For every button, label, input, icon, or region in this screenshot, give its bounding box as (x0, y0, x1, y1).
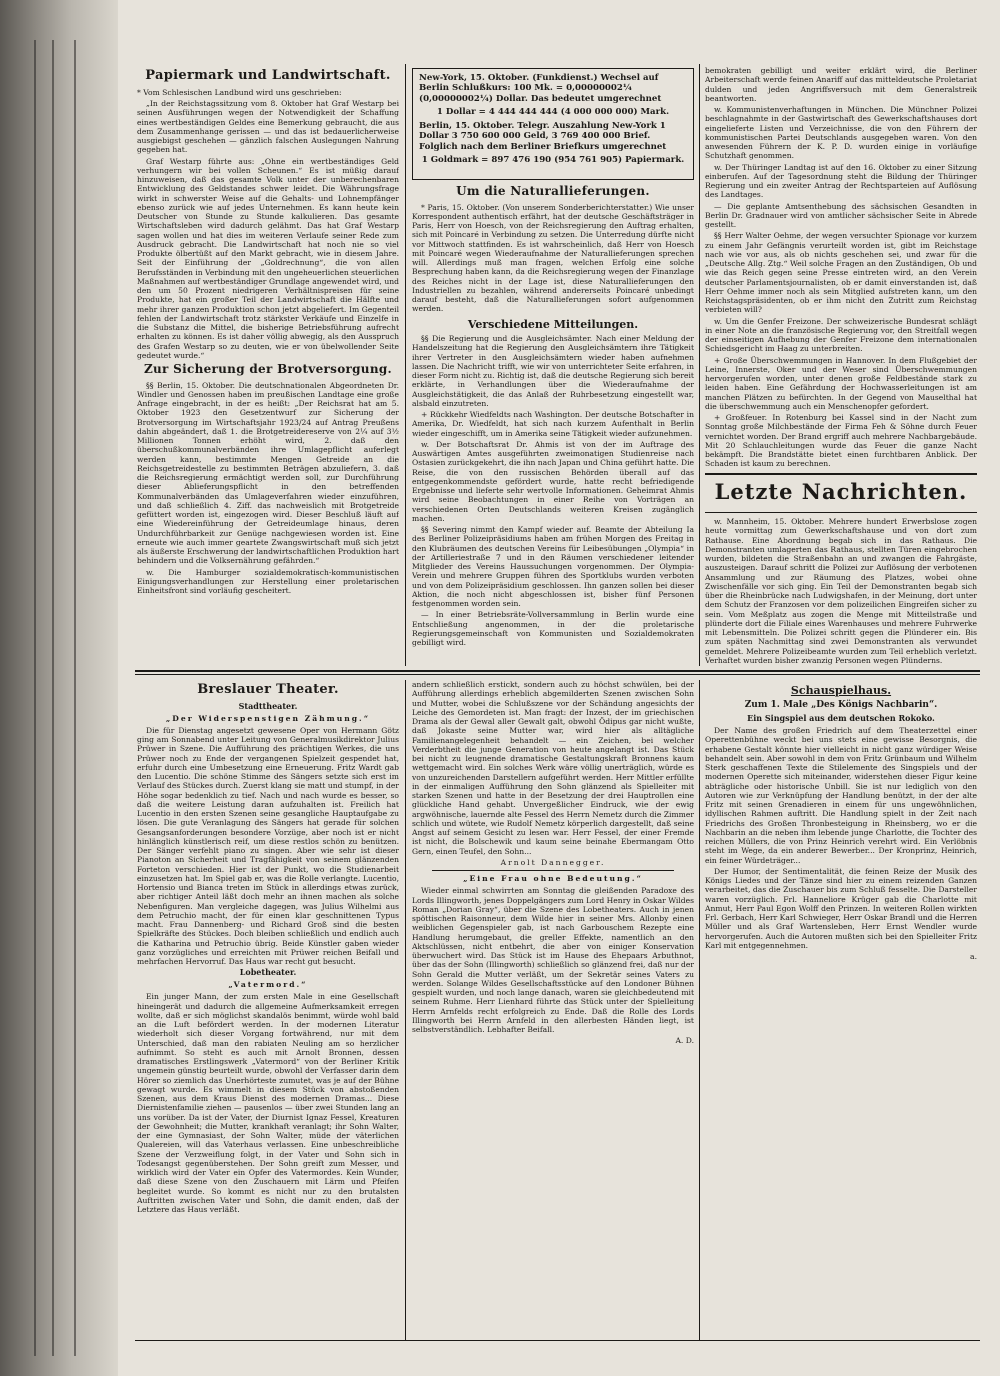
column-rule (699, 680, 700, 1340)
review-title: „Vatermord.“ (228, 980, 308, 990)
paragraph: + Großfeuer. In Rotenburg bei Kassel sind in der Nacht zum Sonntag große Milchbestände der Firma Feh & Söhne durch Feuer vernichtet worden. Der Brand ergriff auch mehrere Nachbargebäude. Mit 20 Schlauchleitungen wurde das Feuer die ganze Nacht bekämpft. Die Brandstätte bietet einen furchtbaren Anblick. Der Schaden ist kaum zu berechnen. (705, 413, 977, 469)
column-rule (405, 64, 406, 666)
paragraph: w. Kommunistenverhaftungen in München. Die Münchner Polizei beschlagnahmte in der Gastwirtschaft des Gewerkschaftshauses dort eingelieferte Listen und Verzeichnisse, die von den Führern der kommunistischen Partei Deutschlands ausgegeben waren. Von den anwesenden Führern der K. P. D. wurden einige in vorläufige Schutzhaft genommen. (705, 105, 977, 161)
paragraph: bemokraten gebilligt und weiter erklärt wird, die Berliner Arbeiterschaft werde feinen Anariff auf das mitteldeutsche Proletariat dulden und jeden Angriffsversuch mit dem Generalstreik beantworten. (705, 66, 977, 103)
paragraph: * Vom Schlesischen Landbund wird uns geschrieben: (137, 87, 342, 97)
paragraph: w. Der Botschaftsrat Dr. Ahmis ist von der im Auftrage des Auswärtigen Amtes ausgeführten zweimonatigen Studienreise nach Ostasien zurückgekehrt, die ihn nach Japan und China geführt hatte. Die Reise, die von den russischen Behörden überall auf das entgegenkommendste gefördert wurde, hatte recht befriedigende Ergebnisse und lieferte sehr wertvolle Informationen. Geheimrat Ahmis wird seine Beobachtungen in einer Reihe von Vorträgen an verschiedenen Orten Deutschlands weiteren Kreisen zugänglich machen. (412, 439, 694, 523)
theater-column (137, 680, 399, 1340)
column-rule (405, 680, 406, 1340)
article-column-2 (412, 182, 694, 666)
paragraph: w. Mannheim, 15. Oktober. Mehrere hundert Erwerbslose zogen heute vormittag zum Gewerkschaftshause und von dort zum Rathause. Eine Abordnung begab sich in das Rathaus. Die Demonstranten umlagerten das Rathaus, stellten Türen eingebrochen wurden, bildeten die Straßenbahn an und zwangen die Fahrgäste, auszusteigen. Darauf schritt die Polizei zur Auflösung der verbotenen Ansammlung und zur Räumung des Platzes, wobei ohne Zwischenfälle vor sich ging. Ein Teil der Demonstranten begab sich über die Rheinbrücke nach Ludwigshafen, in der Meinung, dort unter dem Schutz der Franzosen vor dem polizeilichen Eingreifen sicher zu sein. Vom Meßplatz aus zogen die Menge mit Mitteilstraße und plünderte dort die Filiale eines Warenhauses und mehrere Fuhrwerke mit Lebensmitteln. Die Polizei schritt gegen die Plünderer ein. Bis zum späten Nachmittag sind zwei Demonstranten als verwundet gemeldet. Mehrere Polizeibeamte wurden zum Teil erheblich verletzt. Verhaftet wurden bisher zwanzig Personen wegen Plünderns. (705, 517, 977, 665)
paragraph: w. Die Hamburger sozialdemokratisch-kommunistischen Einigungsverhandlungen zur Herstellung einer proletarischen Einheitsfront sind vorläufig gescheitert. (137, 567, 399, 596)
binding-edge (52, 40, 54, 1356)
paragraph: Die für Dienstag angesetzt gewesene Oper von Hermann Götz ging am Sonnabend unter Leitung von Generalmusikdirektor Julius Prüwer in Szene. Die Aufführung des prächtigen Werkes, die uns Prüwer noch zu Ende der vergangenen Spielzeit gespendet hat, erfuhr durch eine Umbesetzung eine Erneuerung. Fritz Wardt gab den Lucentio. Die schöne Stimme des Sängers setzte sich erst im Verlauf des Stückes durch. Zuerst klang sie matt und stumpf, in der Höhe sogar bedenklich zu tief. Nach und nach wurde es besser, so daß die weitere Leistung daran aufzuhalten ist. Freilich hat Lucentio in den ersten Szenen seine gesangliche Hauptaufgabe zu lösen. Die gute Veranlagung des Sängers hat gerade für solchen Gesangsanforderungen besondere Vorzüge, aber noch ist er nicht hinlänglich künstlerisch reif, um diese restlos schön zu benützen. Der Sänger verfehlt piano zu singen. Aber wie sehr ist dieser Pianoton an Sicherheit und Tragfähigkeit von seinem glänzenden Forteton verschieden. Hier ist der Punkt, wo die Studienarbeit einzusetzen hat. Im Spiel gab er, was die Rolle verlangte. Lucentio, Hortensio und Bianca treten im Stück in allerdings etwas zurück, aber richtiger Anteil läßt doch mehr an ihnen machen als solche Nebenfiguren. Man vergleiche dagegen, was Julius Wilhelmi aus dem Petruchio macht, der für einen klar geschnittenen Typus macht. Frau Dannenberg- und Richard Groß sind die besten Spielkräfte des Stückes. Doch bleiben schließlich und endlich auch die Katharina und Petruchio übrig. Beide Künstler gaben wieder ganz vorzügliches und erreichten mit Prüwer reichen Beifall und mehrfachen Hervorruf. Das Haus war recht gut besucht. (137, 725, 399, 967)
review-title: „Der Widerspenstigen Zähmung.“ (165, 713, 371, 723)
paragraph: + Große Überschwemmungen in Hannover. In dem Flußgebiet der Leine, Innerste, Oker und der Weser sind Überschwemmungen hervorgerufen worden, unter denen große Feldbestände stark zu leiden haben. Eine Gefährdung der Hochwasserleitungen ist am manchen Plätzen zu befürchten. In der Gegend von Mauselthal hat die überschwemmung auch ein Menschenopfer gefordert. (705, 355, 977, 411)
paragraph: Ein junger Mann, der zum ersten Male in eine Gesellschaft hineingerät und dadurch die allgemeine Aufmerksamkeit erregen wollte, daß er sich möglichst skandalös benimmt, würde wohl bald an die Luft befördert werden. In der modernen Literatur wiederholt sich dieser Vorgang fortwährend, nur mit dem Unterschied, daß man den rabiaten Neuling am so herzlicher aufnimmt. So steht es auch mit Arnolt Bronnen, dessen dramatisches Erstlingswerk „Vatermord“ von der Berliner Kritik ungemein günstig beurteilt wurde, obwohl der Verfasser darin dem Hörer so ziemlich das Unerhörteste zumutet, was je auf der Bühne gewagt wurde. Es wimmelt in diesem Stück von abstoßenden Szenen, aus dem Kraus Dienst des modernen Dramas... Diese Diernistenfamilie ziehen — pausenlos — über zwei Stunden lang an uns vorüber. Da ist der Vater, der Diurnist Ignaz Fessel, Kreaturen der Gewohnheit; die Mutter, krankhaft veranlagt; ihr Sohn Walter, der eine Gymnasiast, der Sohn Walter, müde der väterlichen Qualereien, will das Vaterhaus verlassen. Eine unbeschreibliche Szene der Verzweiflung folgt, in der Vater und Sohn sich in Todesangst gegenüberstehen. Der Sohn greift zum Messer, und wirklich wird der Vater ein Opfer des Vatermordes. Kein Wunder, daß diese Szene von den Zuschauern mit Lärm und Pfeifen begleitet wurde. So kommt es nicht nur zu den brutalsten Auftritten zwischen Vater und Sohn, die damit enden, daß der Letztere das Haus verläßt. (137, 992, 399, 1215)
paragraph: Wieder einmal schwirrten am Sonntag die gleißenden Paradoxe des Lords Illingworth, jenes Doppelgängers zum Lord Henry in Oskar Wildes Roman „Dorian Gray“, über die Szene des Lobetheaters. Auch in jenen spöttischen Raisonneur, dem Wilde hier in seiner Mrs. Allonby einen weiblichen Gegenspieler gab, ist nach Garbouschem Rezepte eine Handlung herumgebaut, die greller Effekte, namentlich an den Aktschlüssen, nicht entbehrt, die aber von einiger Konservation überwuchert wird. Das Stück ist im Hause des Ehepaars Arbuthnot, über das der Sohn (Illingworth) schließlich so glänzend frei, daß nur der Sohn Gerald die Mutter verläßt, um der Sekretär seines Vaters zu werden. Solange Wildes Gesellschaftsstücke auf den Londoner Bühnen gespielt wurden, und noch lange danach, waren sie gleichbedeutend mit seinem Ruhme. Herr Lienhard führte das Stück unter der Spielleitung Herrn Arnfelds recht erfolgreich zu Ende. Daß die Rolle des Lords Illingworth bei Herrn Arnfeld in den allerbesten Händen liegt, ist selbstverständlich. Lebhafter Beifall. (412, 886, 694, 1034)
exchange-new-york: New-York, 15. Oktober. (Funkdienst.) Wechsel auf Berlin Schlußkurs: 100 Mk. = 0,00000002¼ (0,00000002¼) Dollar. Das bedeutet umgerechnet (419, 73, 662, 104)
review-column-2 (412, 680, 694, 1340)
headline-schauspielhaus: Schauspielhaus. (790, 684, 892, 697)
subhead-stadttheater: Stadttheater. (238, 700, 298, 711)
exchange-berlin: Berlin, 15. Oktober. Telegr. Auszahlung New-York 1 Dollar 3 750 600 000 Geld, 3 769 400 000 Brief. Folglich nach dem Berliner Briefkurs umgerechnet (419, 120, 667, 152)
page-bottom-rule (135, 1340, 980, 1341)
review-column-3 (705, 680, 977, 1340)
paragraph: w. Um die Genfer Freizone. Der schweizerische Bundesrat schlägt in einer Note an die französische Regierung vor, den Streitfall wegen der einseitigen Aufhebung der Genfer Freizone dem internationalen Schiedsgericht im Haag zu unterbreiten. (705, 316, 977, 354)
headline-papiermark: Papiermark und Landwirtschaft. (145, 68, 391, 83)
review-author: a. (970, 952, 977, 962)
paragraph: Graf Westarp führte aus: „Ohne ein wertbeständiges Geld verhungern wir bei vollen Scheunen.“ Es ist müßig darauf hinzuweisen, daß das gesamte Volk unter der unberechenbaren Entwicklung des Geldstandes schwer leidet. Die Währungsfrage wirkt in schwerster Weise auf die Gehalts- und Lohnempfänger ebenso zurück wie auf jedes Unternehmen. Es kann heute kein Deutscher von Stunde zu Stunde kalkulieren. Das gesamte Wirtschaftsleben wird dadurch gelähmt. Das hat Graf Westarp sagen wollen und hat dies im weiteren Verlaufe seiner Rede zum Ausdruck gebracht. Die Landwirtschaft hat noch nie so viel Produkte ölbertüßt auf den Markt gebracht, wie in diesem Jahre. Seit der Einführung der „Goldrechnung“, die von allen Berufsständen in Verbindung mit den ungeheuerlichen steuerlichen Maßnahmen auf wertbeständiger Grundlage angewendet wird, und den um 50 Prozent niedrigeren Verhältnispreisen für seine Produkte, hat ein großer Teil der Landwirtschaft die Hälfte und mehr ihrer ganzen Produktion schon jetzt abgeliefert. Im Gegenteil fehlen der Landwirtschaft trotz stärkster Verkäufe und Einzelfe in die Substanz die Mittel, die bisherige Betriebsführung aufrecht erhalten zu können. Es ist daher völlig abwegig, als den Ausspruch des Grafen Westarp so zu deuten, wie er von übelwollender Seite gedeutet wurde.“ (137, 156, 399, 360)
paragraph: Der Humor, der Sentimentalität, die feinen Reize der Musik des Königs Liedes und der Tänze sind hier zu einem reizenden Ganzen verarbeitet, das die Zuschauer bis zum Schluß fesselte. Die Darsteller waren vorzüglich. Frl. Hanneliore Krüger gab die Charlotte mit Anmut, Herr Paul Egon Wolff den Prinzen. In weiteren Rollen wirkten Frl. Gerbach, Herr Karl Schwieger, Herr Oskar Brandl und die Herren Müller und als Graf Wartensleben, Herr Ernst Wendler wurde hervorgerufen. Auch die Autoren mußten sich bei den Spielleiter Fritz Karl mit entgegennehmen. (705, 866, 977, 950)
review-author: A. D. (675, 1036, 694, 1046)
binding-edge (74, 40, 76, 1356)
article-column-3 (705, 66, 977, 666)
review-subtitle: Ein Singspiel aus dem deutschen Rokoko. (747, 713, 935, 724)
headline-naturallieferungen: Um die Naturallieferungen. (456, 184, 650, 198)
paragraph: — Die geplante Amtsenthebung des sächsischen Gesandten in Berlin Dr. Gradnauer wird von amtlicher sächsischer Seite in Abrede gestellt. (705, 201, 977, 229)
latest-news-banner (705, 473, 977, 514)
subhead-lobetheater: Lobetheater. (239, 967, 297, 978)
review-title: Zum 1. Male „Des Königs Nachbarin“. (744, 700, 938, 711)
paragraph: §§ Severing nimmt den Kampf wieder auf. Beamte der Abteilung Ia des Berliner Polizeipräsidiums haben am frühen Morgen des Freitag in den Klubräumen des deutschen Vereins für Leibesübungen „Olympia“ in der Artilleriestraße 7 und in den Räumen verschiedener leitender Mitglieder des Vereins Haussuchungen vorgenommen. Der Olympia-Verein und mehrere Gruppen führen des Sportklubs wurden verboten und von dem Polizeipräsidium geschlossen. Ihn ganzen sollen bei dieser Aktion, die noch nicht abgeschlossen ist, bisher fünf Personen festgenommen worden sein. (412, 525, 694, 609)
paragraph: §§ Herr Walter Oehme, der wegen versuchter Spionage vor kurzem zu einem Jahr Gefängnis verurteilt worden ist, gibt im Reichstage nach wie vor aus, als ob nichts geschehen sei, und zwar für die „Deutsche Allg. Ztg.“ Weil solche Fragen an den Zuständigen, Ob und wie das Reich gegen seine Presse eintreten wird, an den Verein deutscher Parlamentsjournalisten, ob er damit einverstanden ist, daß Herr Oehme immer noch als sein Mitglied aufstreten kann, um den Reichstagspräsidenten, ob er ihm nicht den Zutritt zum Reichstag verbieten will? (705, 231, 977, 315)
exchange-dollar-rate: 1 Dollar = 4 444 444 444 (4 000 000 000) Mark. (436, 107, 670, 118)
paragraph: + Rückkehr Wiedfeldts nach Washington. Der deutsche Botschafter in Amerika, Dr. Wiedfeldt, hat sich nach kurzem Aufenthalt in Berlin wieder eingeschifft, um in Amerika seine Tätigkeit wieder aufzunehmen. (412, 410, 694, 438)
review-author: Arnolt Dannegger. (500, 857, 606, 867)
section-divider (135, 670, 980, 672)
paragraph: Der Name des großen Friedrich auf dem Theaterzettel einer Operettenbühne weckt bei uns stets eine gewisse Besorgnis, die erhabene Gestalt könnte hier vielleicht in nicht ganz würdiger Weise behandelt sein. Aber sowohl in dem von Fritz Grünbaum und Wilhelm Sterk geschaffenen Texte die Stilelemente des Singspiels und der modernen Operette sich miteinander, widerstehen dieser Figur keine abträgliche oder historische Unbill. Sie ist nur lediglich von den Autoren wie zur Verknüpfung der Handlung benützt, in der der alte Fritz mit seinen Grenadieren in einem für uns ungewöhnlichen, idyllischen Rahmen auftritt. Die Handlung spielt in der Zeit nach Friedrichs des Großen Thronbesteigung in Rheinsberg, wo er die Nachbarin an die neben ihm lebende junge Charlotte, die Tochter des reichen Müllers, die von Prinz Heinrich verehrt wird. Ein Verlöbnis steht im Wege, da ein anderer Bewerber... Der Kronprinz, Heinrich, ein feiner Würdeträger... (705, 726, 977, 865)
exchange-rate-box (412, 68, 694, 180)
paragraph: — In einer Betriebsräte-Vollversammlung in Berlin wurde eine Entschließung angenommen, in der die proletarische Regierungsgemeinschaft von Kommunisten und Sozialdemokraten gebilligt wird. (412, 610, 694, 648)
column-rule (699, 64, 700, 666)
article-column-1 (137, 66, 399, 666)
headline-breslauer-theater: Breslauer Theater. (197, 682, 339, 697)
paragraph: „In der Reichstagssitzung vom 8. Oktober hat Graf Westarp bei seinen Ausführungen wegen der Notwendigkeit der Schaffung eines wertbeständigen Geldes eine Bemerkung gebraucht, die aus dem Zusammenhange gerissen — und das ist bedauerlicherweise ausgiebigst geschehen — gänzlich falschen Auslegungen Nahrung gegeben hat. (137, 99, 399, 155)
headline-letzte-nachrichten: Letzte Nachrichten. (714, 478, 968, 504)
binding-edge (34, 40, 36, 1356)
section-divider (135, 674, 980, 675)
paragraph: §§ Die Regierung und die Ausgleichsämter. Nach einer Meldung der Handelszeitung hat die Regierung den Ausgleichsämtern ihre Tätigkeit ihrer Vertreter in den Ausgleichsämtern wieder haben aufnehmen lassen. Die Nachricht trifft, wie wir von unterrichteter Seite erfahren, in dieser Form nicht zu. Richtig ist, daß die deutsche Regierung sich bereit erklärte, in Verhandlungen über die Wiederaufnahme der Ausgleichstätigkeit, die das Anlaß der Ruhrbesetzung eingestellt war, alsbald einzutreten. (412, 334, 694, 408)
paragraph: §§ Berlin, 15. Oktober. Die deutschnationalen Abgeordneten Dr. Windler und Genossen haben im preußischen Landtage eine große Anfrage eingebracht, in der es heißt: „Der Reichsrat hat am 5. Oktober 1923 den Gesetzentwurf zur Sicherung der Brotversorgung im Wirtschaftsjahr 1923/24 auf Antrag Preußens dahin abgeändert, daß 1. die Brotgetreidereserve von 2¼ auf 3½ Millionen Tonnen erhöht wird, 2. daß den überschußkommunalverbänden ihre Umlagepflicht auferlegt werden kann, bestimmte Mengen Getreide an die Reichsgetreidestelle zu bestimmten Beträgen abzuliefern, 3. daß die Reichsregierung ermächtigt werden soll, zur Durchführung dieser Ablieferungspflicht in den betreffenden Kommunalverbänden das Umlageverfahren wieder einzuführen, und daß schließlich 4. Ziff. das nachweislich mit Brotgetreide gefüttert worden ist, eingezogen wird. Dieser Beschluß läuft auf eine Wiedereinführung der Getreideumlage hinaus, deren Undurchführbarkeit zur Genüge nachgewiesen worden ist. Eine erneute wie auch immer geartete Zwangswirtschaft muß sich jetzt als äußerste Erschwerung der landwirtschaftlichen Produktion hart behindern und die Volksernährung gefährden.“ (137, 380, 399, 566)
review-title: „Eine Frau ohne Bedeutung.“ (463, 874, 643, 883)
divider-line (432, 870, 674, 871)
page-binding-shadow (0, 0, 118, 1376)
paragraph: andern schließlich erstickt, sondern auch zu höchst schwülen, bei der Aufführung allerdings erheblich abgemilderten Szenen zwischen Sohn und Mutter, wobei die Schlußszene vor der Schändung angesichts der Leiche des Gemordeten ist. Man fragt: der Inzest, der im griechischen Drama als der Gewal aller Gewalt galt, obwohl Ödipus gar nicht wußte, daß Jokaste seine Mutter war, wird hier als alltägliche Familienangelegenheit behandelt — ein Zeichen, bei welcher Verderbtheit die junge Generation von heute angelangt ist. Das Stück bei nicht zu leugnende dramatische Gestaltungskraft Bronnens kaum wettgemacht wird. Ein solches Werk wäre völlig unerträglich, würde es von unzureichenden Darstellern aufgeführt werden. Herr Mittler erfüllte in der einmaligen Aufführung den Sohn glänzend als Spielleiter mit starken Szenen und hatte in der Besetzung der drei Hauptrollen eine glückliche Hand gehabt. Unvergeßlicher Eindruck, wie der ewig argwöhnische, lauernde alte Fessel des Herrn Nemetz durch die Zimmer schlich und wütete, wie Rudolf Nemetz körperlich dargestellt, daß seine Angst auf seinem Gesicht zu lesen war. Herr Fessel, der einer Fremde ist nicht, die Bolschewik und kaum seine beinahe Ebermangam Otto Gern, einen Teufel, den Sohn... (412, 680, 694, 856)
exchange-goldmark-rate: 1 Goldmark = 897 476 190 (954 761 905) Papiermark. (421, 155, 685, 166)
paragraph: * Paris, 15. Oktober. (Von unserem Sonderberichterstatter.) Wie unser Korrespondent authentisch erfährt, hat der deutsche Geschäftsträger in Paris, Herr von Hoesch, von der Reichsregierung den Auftrag erhalten, sich mit Poincaré in Verbindung zu setzen. Die Unterredung dürfte nicht vor Mittwoch stattfinden. Es ist wahrscheinlich, daß Herr von Hoesch mit Poincaré wegen Wiederaufnahme der Naturallieferungen sprechen will. Allerdings muß man fragen, welchen Erfolg eine solche Besprechung haben kann, da die Reichsregierung wegen der Finanzlage des Reiches nicht in der Lage ist, diese Naturallieferungen den Industriellen zu bezahlen, während andererseits Poincaré unbedingt darauf besteht, daß die Naturallieferungen sofort aufgenommen werden. (412, 202, 694, 314)
headline-mitteilungen: Verschiedene Mitteilungen. (467, 317, 639, 331)
headline-brotversorgung: Zur Sicherung der Brotversorgung. (143, 362, 393, 377)
paragraph: w. Der Thüringer Landtag ist auf den 16. Oktober zu einer Sitzung einberufen. Auf der Tagesordnung steht die Bildung der Thüringer Regierung und ein zweiter Antrag der Rechtsparteien auf Auflösung des Landtages. (705, 162, 977, 200)
